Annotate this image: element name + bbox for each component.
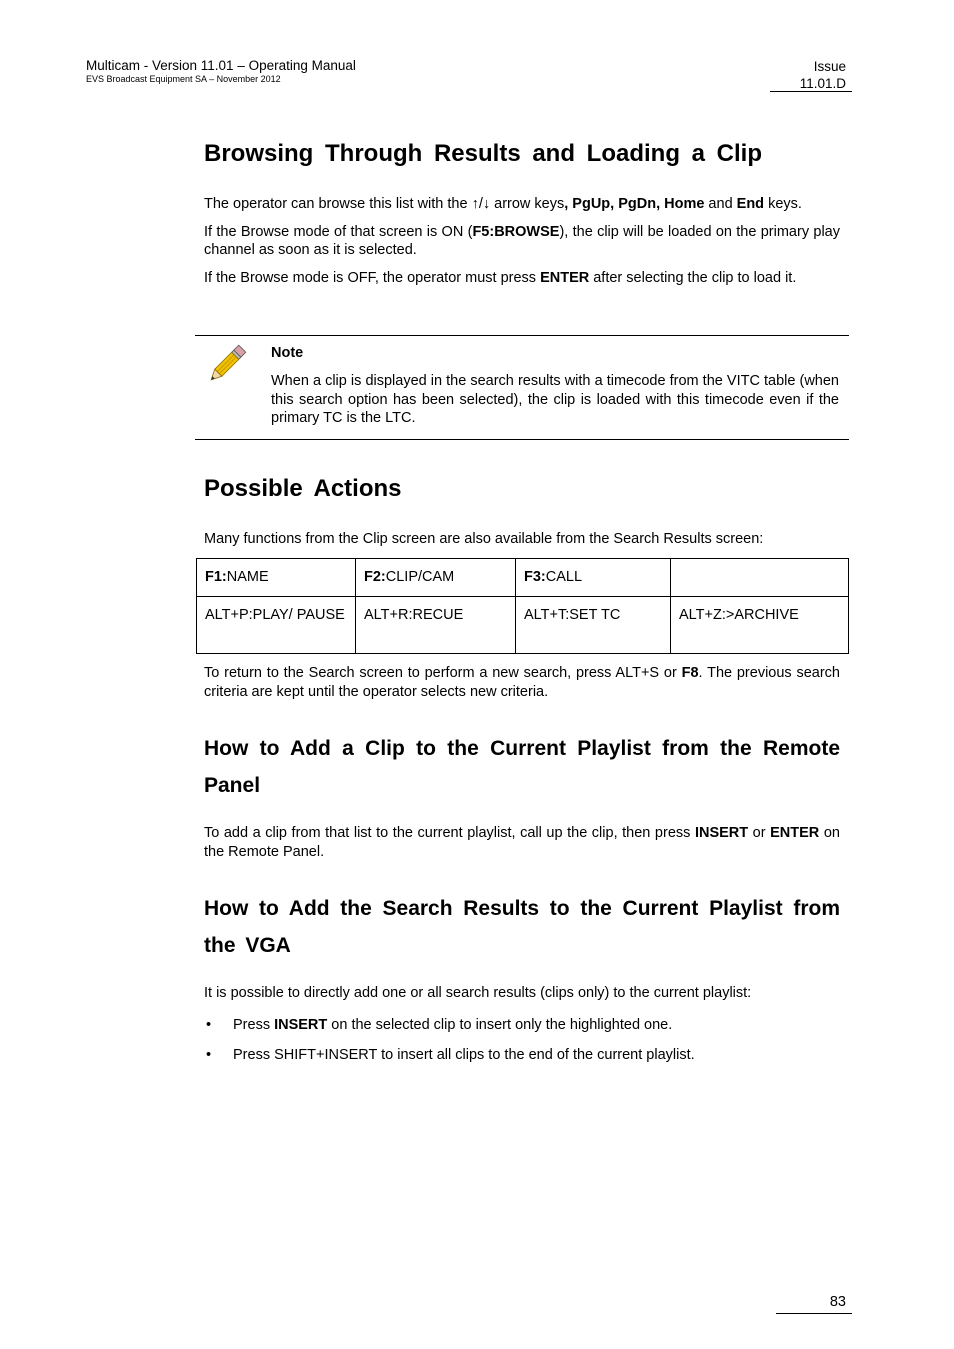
actions-table: [196, 558, 849, 654]
table-cell: ALT+Z:>ARCHIVE: [671, 597, 849, 654]
table-cell: ALT+P:PLAY/ PAUSE: [197, 597, 356, 654]
footer-rule: [776, 1313, 852, 1314]
table-row: [197, 559, 849, 597]
paragraph: If the Browse mode is OFF, the operator must press ENTER after selecting the clip to load it.: [204, 269, 797, 286]
table-cell: F1:NAME: [197, 559, 356, 597]
paragraph: To add a clip from that list to the current playlist, call up the clip, then press INSERT or ENTER on the Remote Panel.: [204, 825, 840, 860]
bullet-icon: •: [206, 1047, 212, 1063]
vga-intro: It is possible to directly add one or all search results (clips only) to the current playlist:: [204, 985, 752, 1001]
issue-label: Issue: [813, 59, 846, 74]
actions-intro: Many functions from the Clip screen are also available from the Search Results screen:: [204, 531, 764, 547]
page-number: 83: [829, 1294, 846, 1310]
actions-intro-wrap: [204, 530, 840, 549]
section-heading: Possible Actions: [204, 475, 402, 502]
section-heading: Browsing Through Results and Loading a Clip: [204, 140, 762, 167]
paragraph: If the Browse mode of that screen is ON (F5:BROWSE), the clip will be loaded on the primary play channel as soon as it is selected.: [204, 223, 840, 258]
table-cell: F3:CALL: [516, 559, 671, 597]
section-remote-panel: [204, 730, 840, 804]
note-content: [271, 344, 839, 428]
note-title: Note: [271, 345, 304, 361]
subsection-heading: How to Add a Clip to the Current Playlist from the Remote Panel: [204, 737, 840, 797]
publisher-line: EVS Broadcast Equipment SA – November 2012: [86, 74, 281, 84]
vga-body: [204, 984, 840, 1065]
pencil-icon: [205, 344, 247, 386]
page-header: [86, 58, 356, 85]
table-row: [197, 597, 849, 654]
note-text: When a clip is displayed in the search results with a timecode from the VITC table (when this search option has been selected), the clip is loaded with this timecode even if the primary TC is the LTC.: [271, 373, 839, 426]
issue-value: 11.01.D: [799, 76, 846, 91]
paragraph: To return to the Search screen to perform a new search, press ALT+S or F8. The previous search criteria are kept until the operator selects new criteria.: [204, 665, 840, 700]
bullet-icon: •: [206, 1016, 212, 1033]
note-box: [195, 335, 849, 440]
table-cell: F2:CLIP/CAM: [356, 559, 516, 597]
remote-panel-paragraph-wrap: [204, 824, 840, 861]
table-cell: [671, 559, 849, 597]
manual-title: Multicam - Version 11.01 – Operating Manual: [86, 58, 356, 73]
issue-block: [800, 58, 846, 92]
list-item: • Press SHIFT+INSERT to insert all clips to the end of the current playlist.: [206, 1047, 695, 1063]
browsing-paragraphs: [204, 195, 840, 287]
table-cell: ALT+R:RECUE: [356, 597, 516, 654]
table-cell: ALT+T:SET TC: [516, 597, 671, 654]
section-browsing: [204, 139, 840, 169]
list-item: • Press INSERT on the selected clip to insert only the highlighted one.: [206, 1016, 673, 1033]
paragraph: The operator can browse this list with the ↑/↓ arrow keys, PgUp, PgDn, Home and End keys.: [204, 196, 802, 212]
section-possible-actions: [204, 474, 840, 504]
bullet-list: [204, 1016, 840, 1065]
header-rule: [770, 91, 852, 92]
section-vga: [204, 890, 840, 964]
return-paragraph-wrap: [204, 664, 840, 701]
subsection-heading: How to Add the Search Results to the Current Playlist from the VGA: [204, 897, 840, 957]
